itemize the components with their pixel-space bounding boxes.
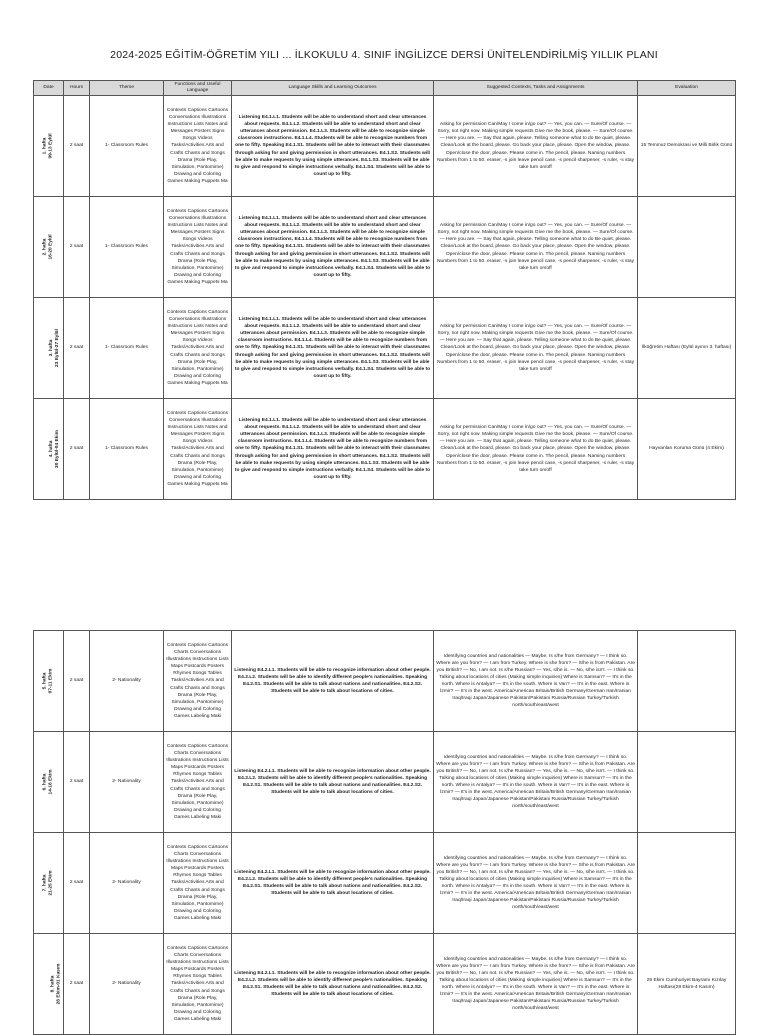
hours-cell: 2 saat	[64, 934, 90, 1035]
contexts-cell: Asking for permission Can/May I come in/go out? — Yes, you can. — Sure/Of course. — Sorry, not right now. Making simple requests Give me the book, please. — Sure/Of course. — Here you are. — Say that again, please. Telling someone what to do Be quiet, please. Clean/Look at the board, please. Go back your place, please. Open the window, please. Open/close the door, please. Please come in. The pencil, please. Naming numbers Numbers from 1 to 50. eraser, -s join leave pencil case, -s pencil sharpener, -s ruler, -s stay take turn on/off	[434, 96, 638, 197]
outcomes-cell: Listening E4.1.L1. Students will be able to understand short and clear utterances about requests. E4.1.L2. Students will be able to understand short and clear utterances about permission. E4.1.L3. Students will be able to recognize simple classroom instructions. E4.1.L4. Students will be able to recognize numbers from one to fifty. Speaking E4.1.S1. Students will be able to interact with their classmates through asking for and giving permission in short utterances. E4.1.S2. Students will be able to make requests by using simple utterances. E4.1.S3. Students will be able to give and respond to simple instructions verbally. E4.1.S4. Students will be able to count up to fifty.	[232, 298, 434, 399]
week-dates: 23 Eylül-27 Eylül	[54, 329, 60, 367]
outcomes-cell: Listening E4.1.L1. Students will be able to understand short and clear utterances about requests. E4.1.L2. Students will be able to understand short and clear utterances about permission. E4.1.L3. Students will be able to recognize simple classroom instructions. E4.1.L4. Students will be able to recognize numbers from one to fifty. Speaking E4.1.S1. Students will be able to interact with their classmates through asking for and giving permission in short utterances. E4.1.S2. Students will be able to make requests by using simple utterances. E4.1.S3. Students will be able to give and respond to simple instructions verbally. E4.1.S4. Students will be able to count up to fifty.	[232, 197, 434, 298]
week-dates: 30 Eylül-04 Ekim	[54, 430, 60, 468]
week-label: 2. hafta	[42, 238, 48, 256]
week-label: 5. hafta	[42, 672, 48, 690]
outcomes-cell: Listening E4.2.L1. Students will be able to recognize information about other people. E4.2.L2. Students will be able to identify different people's nationalities. Speaking E4.2.S1. Students will be able to talk about nations and nationalities. E4.2.S2. Students will be able to talk about locations of cities.	[232, 631, 434, 732]
evaluation-cell	[638, 732, 736, 833]
table-row	[34, 631, 736, 732]
theme-cell: 1- Classroom Rules	[90, 197, 164, 298]
functions-cell: Contexts Captions Cartoons Conversations Illustrations Instructions Lists Notes and Messages Posters Signs Songs Videos Tasks/Activities Arts and Crafts Chants and Songs Drama (Role Play, Simulation, Pantomime) Drawing and Coloring Games Making Puppets Ma	[164, 298, 232, 399]
evaluation-cell	[638, 833, 736, 934]
evaluation-cell	[638, 197, 736, 298]
table-row	[34, 96, 736, 197]
yearly-plan-table-page-1	[33, 80, 736, 500]
week-label: 7. hafta	[42, 874, 48, 892]
outcomes-cell: Listening E4.2.L1. Students will be able to recognize information about other people. E4.2.L2. Students will be able to identify different people's nationalities. Speaking E4.2.S1. Students will be able to talk about nations and nationalities. E4.2.S2. Students will be able to talk about locations of cities.	[232, 732, 434, 833]
table-header-row	[34, 81, 736, 96]
evaluation-cell: 15 Temmuz Demokrasi ve Milli Birlik Günü	[638, 96, 736, 197]
header-functions: Functions and Useful Language	[164, 81, 232, 96]
theme-cell: 2- Nationality	[90, 732, 164, 833]
week-label: 8. hafta	[50, 975, 56, 993]
contexts-cell: Identifying countries and nationalities — Maybe. Is s/he from Germany? — I think so. Where are you from? — I am from Turkey. Where is she from? — S/he is from Pakistan. Are you British? — No, I am not. Is s/he Russian? — Yes, s/he is. — No, s/he isn't. — I think so. Talking about locations of cities (Making simple inquiries) Where is Samsun? — It's in the north. Where is Antalya? — It's in the south. Where is Van? — It's in the east. Where is İzmir? — It's in the west. America/American Britain/British Germany/German Iran/Iranian Iraq/Iraqi Japan/Japanese Pakistan/Pakistani Russia/Russian Turkey/Turkish north/south/east/west	[434, 934, 638, 1035]
contexts-cell: Asking for permission Can/May I come in/go out? — Yes, you can. — Sure/Of course. — Sorry, not right now. Making simple requests Give me the book, please. — Sure/Of course. — Here you are. — Say that again, please. Telling someone what to do Be quiet, please. Clean/Look at the board, please. Go back your place, please. Open the window, please. Open/close the door, please. Please come in. The pencil, please. Naming numbers Numbers from 1 to 50. eraser, -s join leave pencil case, -s pencil sharpener, -s ruler, -s stay take turn on/off	[434, 298, 638, 399]
hours-cell: 2 saat	[64, 833, 90, 934]
table-row	[34, 934, 736, 1035]
theme-cell: 1- Classroom Rules	[90, 96, 164, 197]
table-row	[34, 833, 736, 934]
evaluation-cell: İlköğretim Haftası (Eylül ayının 3. haftası)	[638, 298, 736, 399]
outcomes-cell: Listening E4.2.L1. Students will be able to recognize information about other people. E4.2.L2. Students will be able to identify different people's nationalities. Speaking E4.2.S1. Students will be able to talk about nations and nationalities. E4.2.S2. Students will be able to talk about locations of cities.	[232, 833, 434, 934]
contexts-cell: Identifying countries and nationalities — Maybe. Is s/he from Germany? — I think so. Where are you from? — I am from Turkey. Where is she from? — S/he is from Pakistan. Are you British? — No, I am not. Is s/he Russian? — Yes, s/he is. — No, s/he isn't. — I think so. Talking about locations of cities (Making simple inquiries) Where is Samsun? — It's in the north. Where is Antalya? — It's in the south. Where is Van? — It's in the east. Where is İzmir? — It's in the west. America/American Britain/British Germany/German Iran/Iranian Iraq/Iraqi Japan/Japanese Pakistan/Pakistani Russia/Russian Turkey/Turkish north/south/east/west	[434, 833, 638, 934]
evaluation-cell: Hayvanları Koruma Günü (4 Ekim)	[638, 399, 736, 500]
functions-cell: Contexts Captions Cartoons Charts Conversations Illustrations Instructions Lists Maps Postcards Posters Rhymes Songs Tables Tasks/Activities Arts and Crafts Chants and Songs Drama (Role Play, Simulation, Pantomime) Drawing and Coloring Games Labeling Maki	[164, 732, 232, 833]
header-contexts: Suggested Contexts, Tasks and Assignments	[434, 81, 638, 96]
outcomes-cell: Listening E4.2.L1. Students will be able to recognize information about other people. E4.2.L2. Students will be able to identify different people's nationalities. Speaking E4.2.S1. Students will be able to talk about nations and nationalities. E4.2.S2. Students will be able to talk about locations of cities.	[232, 934, 434, 1035]
header-theme: Theme	[90, 81, 164, 96]
contexts-cell: Asking for permission Can/May I come in/go out? — Yes, you can. — Sure/Of course. — Sorry, not right now. Making simple requests Give me the book, please. — Sure/Of course. — Here you are. — Say that again, please. Telling someone what to do Be quiet, please. Clean/Look at the board, please. Go back your place, please. Open the window, please. Open/close the door, please. Please come in. The pencil, please. Naming numbers Numbers from 1 to 50. eraser, -s join leave pencil case, -s pencil sharpener, -s ruler, -s stay take turn on/off	[434, 197, 638, 298]
outcomes-cell: Listening E4.1.L1. Students will be able to understand short and clear utterances about requests. E4.1.L2. Students will be able to understand short and clear utterances about permission. E4.1.L3. Students will be able to recognize simple classroom instructions. E4.1.L4. Students will be able to recognize numbers from one to fifty. Speaking E4.1.S1. Students will be able to interact with their classmates through asking for and giving permission in short utterances. E4.1.S2. Students will be able to make requests by using simple utterances. E4.1.S3. Students will be able to give and respond to simple instructions verbally. E4.1.S4. Students will be able to count up to fifty.	[232, 399, 434, 500]
contexts-cell: Asking for permission Can/May I come in/go out? — Yes, you can. — Sure/Of course. — Sorry, not right now. Making simple requests Give me the book, please. — Sure/Of course. — Here you are. — Say that again, please. Telling someone what to do Be quiet, please. Clean/Look at the board, please. Go back your place, please. Open the window, please. Open/close the door, please. Please come in. The pencil, please. Naming numbers Numbers from 1 to 50. eraser, -s join leave pencil case, -s pencil sharpener, -s ruler, -s stay take turn on/off	[434, 399, 638, 500]
hours-cell: 2 saat	[64, 399, 90, 500]
date-cell	[34, 197, 64, 298]
week-dates: 16-20 Eylül	[48, 234, 54, 260]
hours-cell: 2 saat	[64, 732, 90, 833]
date-cell	[34, 631, 64, 732]
theme-cell: 2- Nationality	[90, 631, 164, 732]
header-evaluation: Evaluation	[638, 81, 736, 96]
table-row	[34, 197, 736, 298]
week-dates: 21-25 Ekim	[48, 870, 54, 896]
functions-cell: Contexts Captions Cartoons Charts Conversations Illustrations Instructions Lists Maps Postcards Posters Rhymes Songs Tables Tasks/Activities Arts and Crafts Chants and Songs Drama (Role Play, Simulation, Pantomime) Drawing and Coloring Games Labeling Maki	[164, 631, 232, 732]
week-label: 6. hafta	[42, 773, 48, 791]
contexts-cell: Identifying countries and nationalities — Maybe. Is s/he from Germany? — I think so. Where are you from? — I am from Turkey. Where is she from? — S/he is from Pakistan. Are you British? — No, I am not. Is s/he Russian? — Yes, s/he is. — No, s/he isn't. — I think so. Talking about locations of cities (Making simple inquiries) Where is Samsun? — It's in the north. Where is Antalya? — It's in the south. Where is Van? — It's in the east. Where is İzmir? — It's in the west. America/American Britain/British Germany/German Iran/Iranian Iraq/Iraqi Japan/Japanese Pakistan/Pakistani Russia/Russian Turkey/Turkish north/south/east/west	[434, 732, 638, 833]
functions-cell: Contexts Captions Cartoons Conversations Illustrations Instructions Lists Notes and Messages Posters Signs Songs Videos Tasks/Activities Arts and Crafts Chants and Songs Drama (Role Play, Simulation, Pantomime) Drawing and Coloring Games Making Puppets Ma	[164, 96, 232, 197]
week-dates: 09-13 Eylül	[48, 133, 54, 159]
week-label: 1. hafta	[42, 137, 48, 155]
table-row	[34, 298, 736, 399]
date-cell	[34, 96, 64, 197]
week-label: 3. hafta	[48, 339, 54, 357]
table-row	[34, 732, 736, 833]
date-cell	[34, 934, 64, 1035]
week-dates: 07-11 Ekim	[48, 668, 54, 694]
week-dates: 28 Ekim-01 Kasım	[56, 963, 62, 1005]
week-dates: 14-18 Ekim	[48, 769, 54, 795]
theme-cell: 1- Classroom Rules	[90, 399, 164, 500]
evaluation-cell	[638, 631, 736, 732]
functions-cell: Contexts Captions Cartoons Charts Conversations Illustrations Instructions Lists Maps Postcards Posters Rhymes Songs Tables Tasks/Activities Arts and Crafts Chants and Songs Drama (Role Play, Simulation, Pantomime) Drawing and Coloring Games Labeling Maki	[164, 833, 232, 934]
hours-cell: 2 saat	[64, 197, 90, 298]
theme-cell: 2- Nationality	[90, 934, 164, 1035]
evaluation-cell: 29 Ekim Cumhuriyet Bayramı Kızılay Haftası(29 Ekim-4 Kasım)	[638, 934, 736, 1035]
week-label: 4. hafta	[48, 440, 54, 458]
header-hours: Hours	[64, 81, 90, 96]
date-cell	[34, 732, 64, 833]
page-title: 2024-2025 EĞİTİM-ÖĞRETİM YILI ... İLKOKULU 4. SINIF İNGİLİZCE DERSİ ÜNİTELENDİRİLMİŞ YILLIK PLANI	[110, 49, 658, 61]
hours-cell: 2 saat	[64, 96, 90, 197]
functions-cell: Contexts Captions Cartoons Conversations Illustrations Instructions Lists Notes and Messages Posters Signs Songs Videos Tasks/Activities Arts and Crafts Chants and Songs Drama (Role Play, Simulation, Pantomime) Drawing and Coloring Games Making Puppets Ma	[164, 197, 232, 298]
contexts-cell: Identifying countries and nationalities — Maybe. Is s/he from Germany? — I think so. Where are you from? — I am from Turkey. Where is she from? — S/he is from Pakistan. Are you British? — No, I am not. Is s/he Russian? — Yes, s/he is. — No, s/he isn't. — I think so. Talking about locations of cities (Making simple inquiries) Where is Samsun? — It's in the north. Where is Antalya? — It's in the south. Where is Van? — It's in the east. Where is İzmir? — It's in the west. America/American Britain/British Germany/German Iran/Iranian Iraq/Iraqi Japan/Japanese Pakistan/Pakistani Russia/Russian Turkey/Turkish north/south/east/west	[434, 631, 638, 732]
header-date: Date	[34, 81, 64, 96]
theme-cell: 2- Nationality	[90, 833, 164, 934]
functions-cell: Contexts Captions Cartoons Conversations Illustrations Instructions Lists Notes and Messages Posters Signs Songs Videos Tasks/Activities Arts and Crafts Chants and Songs Drama (Role Play, Simulation, Pantomime) Drawing and Coloring Games Making Puppets Ma	[164, 399, 232, 500]
hours-cell: 2 saat	[64, 631, 90, 732]
outcomes-cell: Listening E4.1.L1. Students will be able to understand short and clear utterances about requests. E4.1.L2. Students will be able to understand short and clear utterances about permission. E4.1.L3. Students will be able to recognize simple classroom instructions. E4.1.L4. Students will be able to recognize numbers from one to fifty. Speaking E4.1.S1. Students will be able to interact with their classmates through asking for and giving permission in short utterances. E4.1.S2. Students will be able to make requests by using simple utterances. E4.1.S3. Students will be able to give and respond to simple instructions verbally. E4.1.S4. Students will be able to count up to fifty.	[232, 96, 434, 197]
hours-cell: 2 saat	[64, 298, 90, 399]
table-row	[34, 399, 736, 500]
date-cell	[34, 833, 64, 934]
date-cell	[34, 298, 64, 399]
functions-cell: Contexts Captions Cartoons Charts Conversations Illustrations Instructions Lists Maps Postcards Posters Rhymes Songs Tables Tasks/Activities Arts and Crafts Chants and Songs Drama (Role Play, Simulation, Pantomime) Drawing and Coloring Games Labeling Maki	[164, 934, 232, 1035]
date-cell	[34, 399, 64, 500]
header-skills: Language Skills and Learning Outcomes	[232, 81, 434, 96]
yearly-plan-table-page-2	[33, 630, 736, 1035]
theme-cell: 1- Classroom Rules	[90, 298, 164, 399]
